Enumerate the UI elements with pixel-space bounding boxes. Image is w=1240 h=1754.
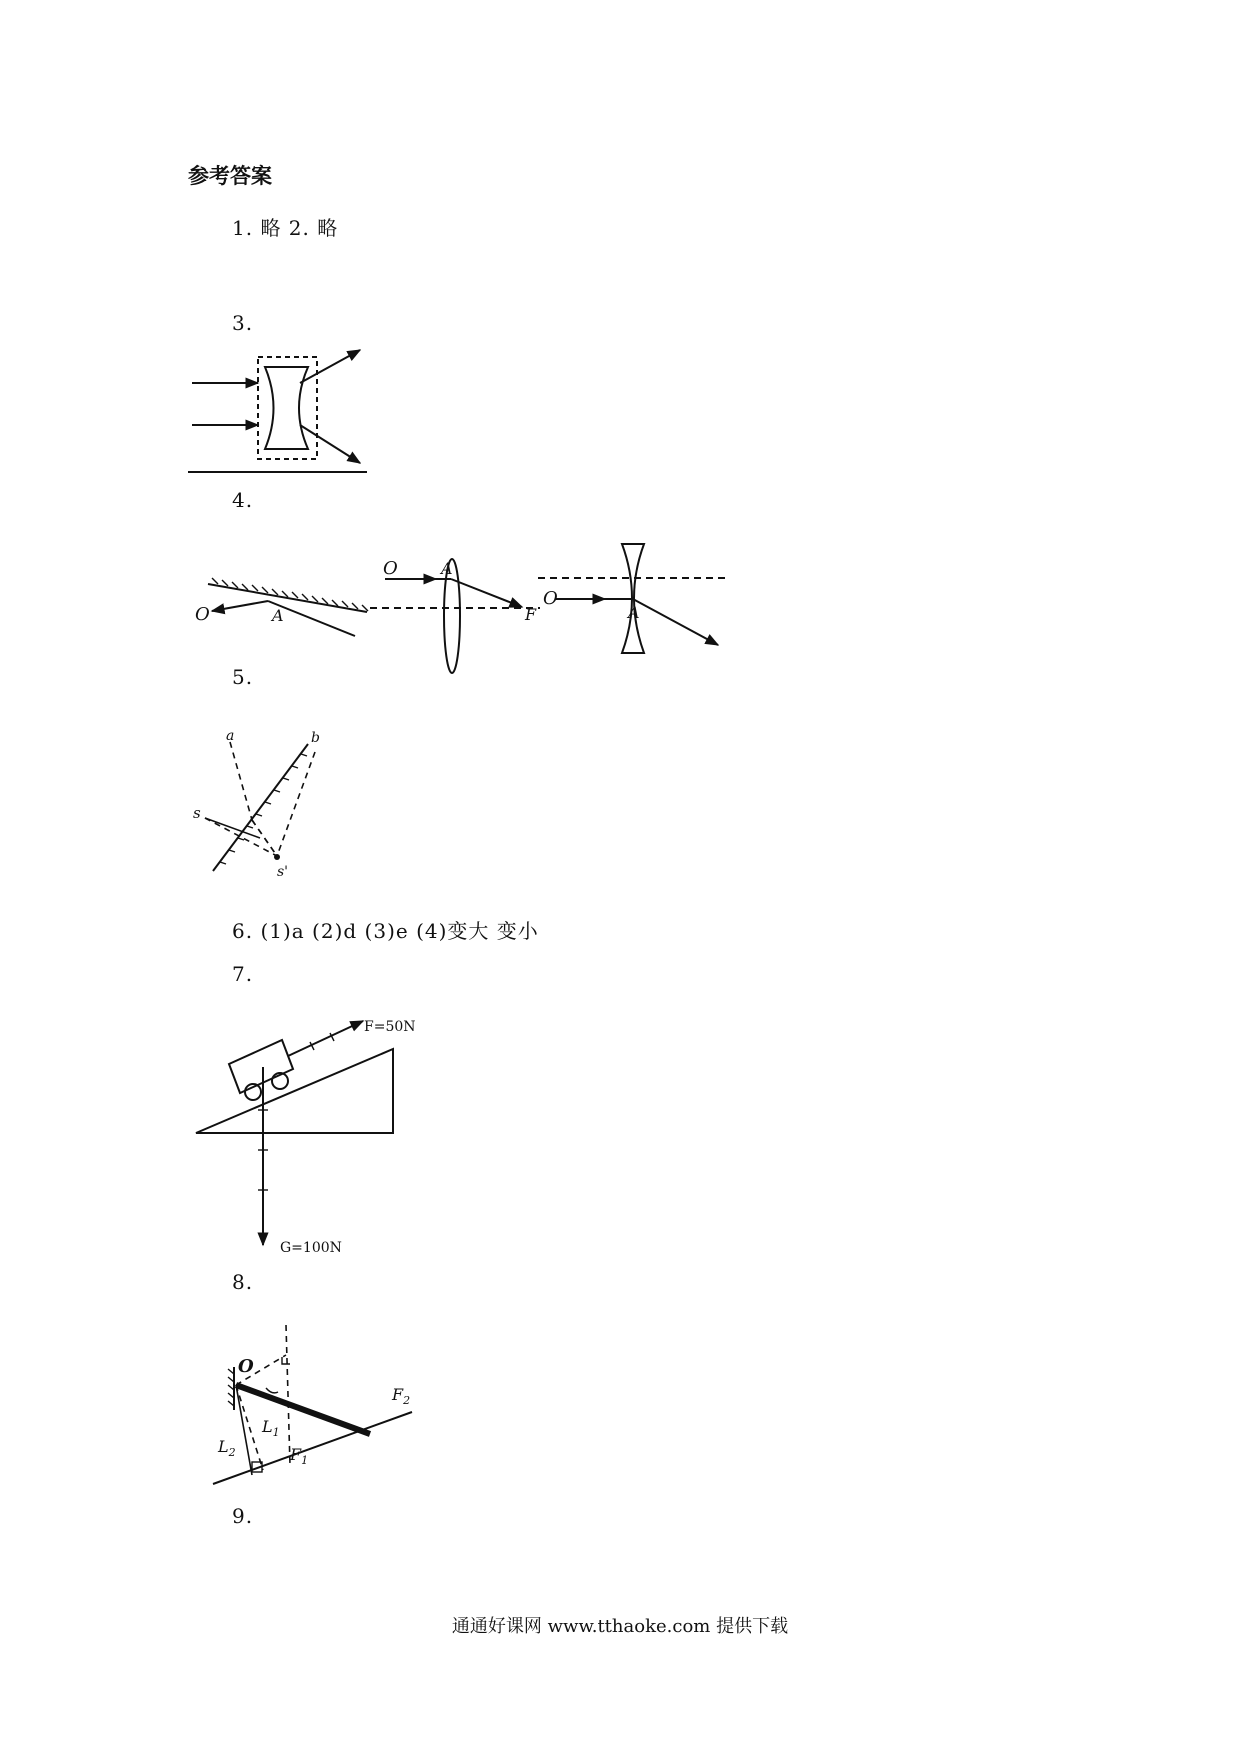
answer-5-number: 5.	[232, 665, 254, 689]
fig7-label-force: F=50N	[364, 1019, 416, 1035]
fig7-label-gravity: G=100N	[280, 1240, 342, 1256]
fig5-label-s-prime: s'	[277, 864, 289, 880]
answer-4-number: 4.	[232, 488, 254, 512]
page-footer: 通通好课网 www.tthaoke.com 提供下载	[451, 1616, 789, 1637]
answer-7-number: 7.	[232, 962, 254, 986]
fig8-label-L1: $L_1$	[262, 1417, 280, 1439]
fig5-label-a: a	[226, 728, 235, 744]
fig8-label-O: O	[238, 1356, 254, 1377]
answer-9-number: 9.	[232, 1504, 254, 1528]
fig8-label-F1: $F_1$	[290, 1445, 309, 1467]
page-heading: 参考答案	[188, 164, 272, 188]
fig5-label-b: b	[311, 730, 320, 746]
fig8-label-L2: $L_2$	[218, 1437, 236, 1459]
answer-6: 6. (1)a (2)d (3)e (4)变大 变小	[232, 919, 539, 943]
fig4-label-O-left: O	[195, 604, 210, 625]
fig4-label-F-mid: F	[525, 605, 537, 624]
fig4-label-O-mid: O	[383, 558, 398, 579]
answer-8-number: 8.	[232, 1270, 254, 1294]
fig4-label-A-left: A	[272, 606, 284, 625]
answer-1-2: 1. 略 2. 略	[232, 216, 339, 240]
fig4-label-A-right: A	[628, 603, 640, 622]
fig4-label-O-right: O	[543, 588, 558, 609]
fig5-label-s: s	[193, 804, 201, 822]
fig8-label-F2: $F_2$	[392, 1385, 411, 1407]
fig4-label-A-mid: A	[441, 559, 453, 578]
answer-3-number: 3.	[232, 311, 254, 335]
